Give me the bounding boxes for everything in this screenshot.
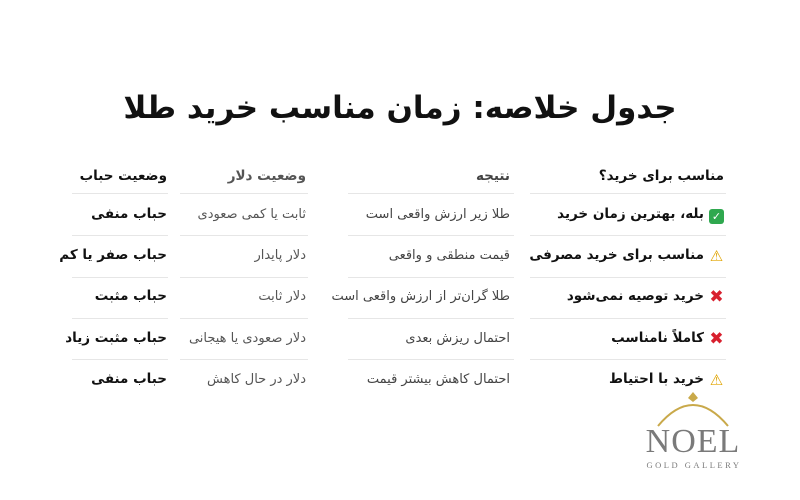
table-row-5-result: احتمال کاهش بیشتر قیمت [366,372,510,387]
recommendation-text: بله، بهترین زمان خرید [557,206,704,222]
table-row-3-result: طلا گران‌تر از ارزش واقعی است [331,289,510,304]
noel-gold-gallery-logo [628,386,758,476]
table-row-2-bubble: حباب صفر یا کم [59,247,167,263]
page-title: جدول خلاصه: زمان مناسب خرید طلا [123,90,677,126]
cross-icon: ✖ [709,329,724,349]
recommendation-text: خرید توصیه نمی‌شود [566,288,704,304]
recommendation-text: خرید با احتیاط [608,371,704,387]
table-row-2-dollar: دلار پایدار [254,248,306,263]
table-row-5-dollar: دلار در حال کاهش [207,372,306,387]
row-divider [348,359,514,360]
table-row-5-bubble: حباب منفی [91,371,167,387]
recommendation-text: کاملاً نامناسب [611,330,704,346]
row-divider [72,235,168,236]
diamond-icon [688,392,698,402]
header-dollar: وضعیت دلار [227,168,306,184]
row-divider [72,359,168,360]
header-bubble: وضعیت حباب [79,168,167,184]
row-divider [348,277,514,278]
table-row-1-recommendation [557,206,724,224]
warning-icon: ⚠ [709,371,724,389]
table-row-4-bubble: حباب مثبت زیاد [65,330,167,346]
row-divider [530,318,726,319]
row-divider [72,277,168,278]
row-divider [180,193,308,194]
logo-subtitle: GOLD GALLERY [646,460,742,470]
row-divider [530,193,726,194]
logo-name: NOEL [645,423,741,460]
table-row-4-result: احتمال ریزش بعدی [405,331,510,346]
table-row-3-bubble: حباب مثبت [94,288,167,304]
table-row-3-recommendation [567,288,724,305]
cross-icon: ✖ [709,287,724,307]
row-divider [530,277,726,278]
table-row-4-recommendation [611,330,724,347]
table-row-1-result: طلا زیر ارزش واقعی است [365,207,510,222]
row-divider [530,359,726,360]
table-row-4-dollar: دلار صعودی یا هیجانی [188,331,306,346]
row-divider [348,235,514,236]
row-divider [180,235,308,236]
recommendation-text: مناسب برای خرید مصرفی [529,247,704,263]
table-row-3-dollar: دلار ثابت [258,289,306,304]
check-icon: ✓ [709,209,724,224]
table-row-1-bubble: حباب منفی [91,206,167,222]
warning-icon: ⚠ [709,247,724,265]
row-divider [348,318,514,319]
header-recommendation: مناسب برای خرید؟ [598,168,724,184]
row-divider [348,193,514,194]
table-row-1-dollar: ثابت یا کمی صعودی [197,207,306,222]
row-divider [180,318,308,319]
header-result: نتیجه [475,168,510,184]
table-row-2-result: قیمت منطقی و واقعی [388,248,510,263]
row-divider [530,235,726,236]
row-divider [180,359,308,360]
row-divider [180,277,308,278]
row-divider [72,318,168,319]
table-row-2-recommendation [529,247,724,264]
row-divider [72,193,168,194]
